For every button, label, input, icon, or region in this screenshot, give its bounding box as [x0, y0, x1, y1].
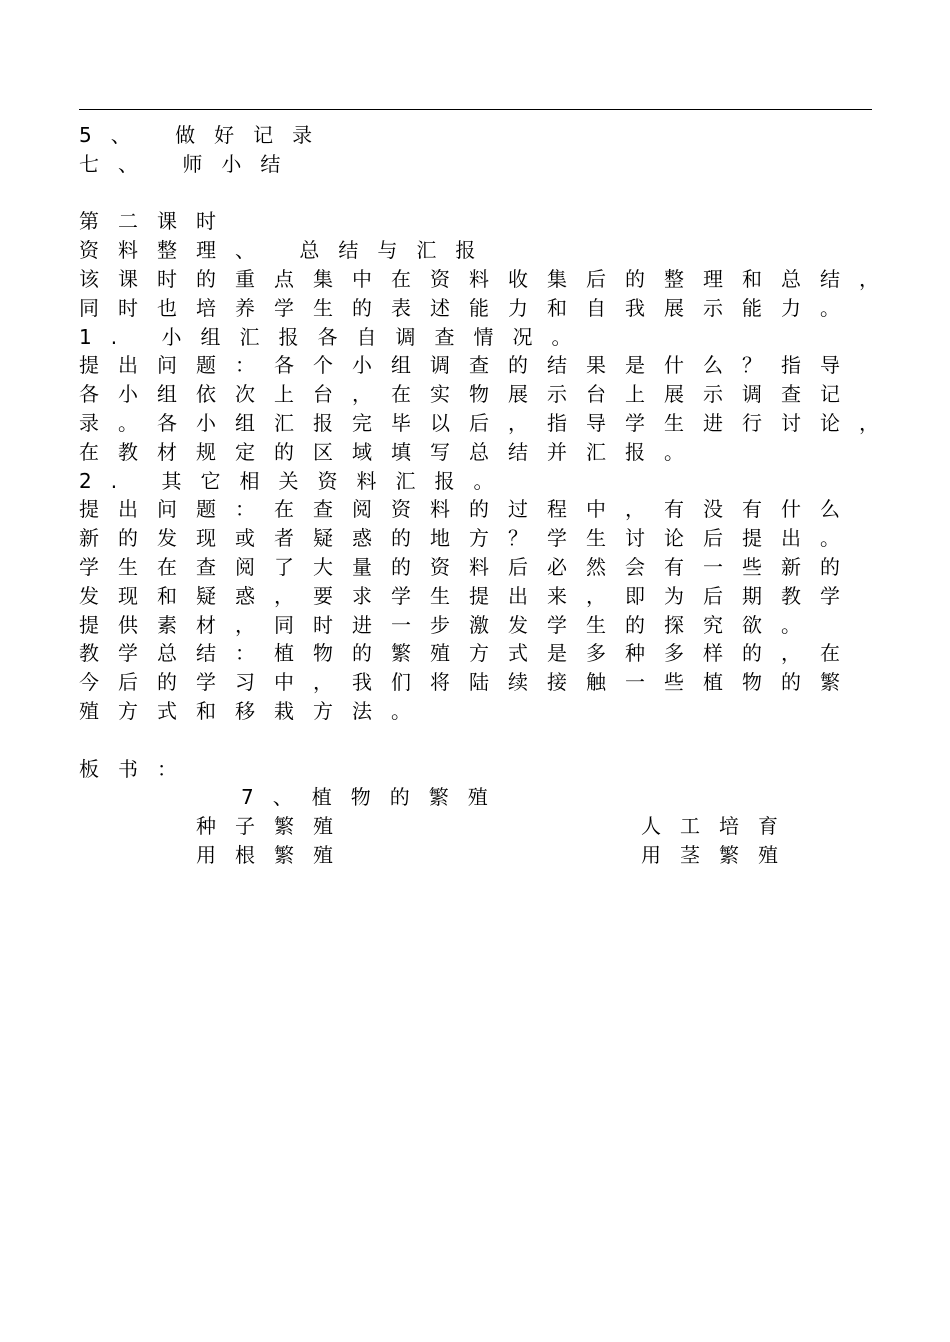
text-line: 录。各小组汇报完毕以后，指导学生进行讨论， — [79, 410, 898, 435]
text-line: 提出问题：在查阅资料的过程中，有没有什么 — [79, 497, 859, 522]
board-label: 板书： — [79, 756, 196, 781]
blank-line — [79, 726, 879, 755]
text-line: 教学总结：植物的繁殖方式是多种多样的，在 — [79, 641, 859, 666]
board-item-root: 用根繁殖 — [196, 843, 352, 867]
text-line: 各小组依次上台，在实物展示台上展示调查记 — [79, 382, 859, 407]
text-line: 同时也培养学生的表述能力和自我展示能力。 — [79, 295, 859, 320]
step-heading: 2. 其它相关资料汇报。 — [79, 468, 513, 493]
document-body — [79, 121, 898, 783]
text-line: 新的发现或者疑惑的地方？学生讨论后提出。 — [79, 526, 859, 551]
board-item-artificial: 人工培育 — [641, 814, 797, 838]
board-title: 7、植物的繁殖 — [241, 785, 507, 809]
text-line: 发现和疑惑，要求学生提出来，即为后期教学 — [79, 583, 859, 608]
text-line: 学生在查阅了大量的资料后必然会有一些新的 — [79, 554, 859, 579]
blank-line — [79, 179, 879, 208]
text-line: 今后的学习中，我们将陆续接触一些植物的繁 — [79, 670, 859, 695]
text-line: 在教材规定的区域填写总结并汇报。 — [79, 439, 703, 464]
lesson-subtitle: 资料整理、 总结与汇报 — [79, 238, 495, 263]
text-line: 该课时的重点集中在资料收集后的整理和总结， — [79, 266, 898, 291]
section-heading: 七、 师小结 — [79, 151, 300, 176]
board-item-stem: 用茎繁殖 — [641, 843, 797, 867]
text-line: 提出问题：各个小组调查的结果是什么？指导 — [79, 353, 859, 378]
lesson-heading: 第二课时 — [79, 209, 235, 234]
board-item-seed: 种子繁殖 — [196, 814, 352, 838]
text-line: 5、 做好记录 — [79, 123, 332, 147]
step-heading: 1. 小组汇报各自调查情况。 — [79, 324, 591, 349]
text-line: 殖方式和移栽方法。 — [79, 698, 430, 723]
header-rule — [79, 109, 872, 110]
text-line: 提供素材，同时进一步激发学生的探究欲。 — [79, 612, 820, 637]
